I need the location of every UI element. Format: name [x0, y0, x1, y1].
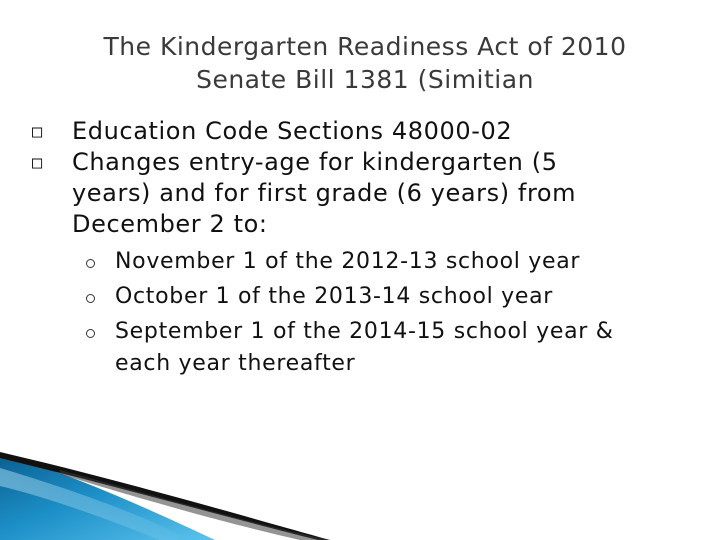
- sub-bullet-text-line-1: September 1 of the 2014-15 school year &: [115, 319, 614, 344]
- bullet-text-line-2: years) and for first grade (6 years) from: [72, 179, 577, 207]
- sub-bullet-text-line-2: each year thereafter: [115, 351, 356, 376]
- bullet-text-line-3: December 2 to:: [72, 210, 268, 238]
- sub-bullet-text: October 1 of the 2013-14 school year: [115, 284, 554, 309]
- slide-body: [30, 116, 690, 378]
- square-bullet-icon: □: [32, 122, 43, 142]
- bullet-education-code: [30, 116, 690, 147]
- sub-bullet-text: November 1 of the 2012-13 school year: [115, 249, 581, 274]
- bullet-entry-age: [30, 147, 690, 240]
- sub-bullet-november: [86, 244, 690, 279]
- sub-bullet-list: [30, 244, 690, 378]
- circle-bullet-icon: [86, 294, 95, 303]
- bullet-text-line-1: Changes entry-age for kindergarten (5: [72, 148, 558, 176]
- slide-title-line-2: Senate Bill 1381 (Simitian: [196, 65, 534, 94]
- circle-bullet-icon: [86, 259, 95, 268]
- corner-swoosh-decoration: [0, 440, 720, 540]
- blue-swoosh-shape: [0, 454, 215, 540]
- bullet-text: Education Code Sections 48000-02: [72, 117, 513, 145]
- sub-bullet-october: [86, 279, 690, 314]
- square-bullet-icon: □: [32, 153, 43, 173]
- sub-bullet-september: [86, 314, 690, 378]
- slide-title: [40, 30, 690, 96]
- slide-title-line-1: The Kindergarten Readiness Act of 2010: [103, 32, 627, 61]
- circle-bullet-icon: [86, 329, 95, 338]
